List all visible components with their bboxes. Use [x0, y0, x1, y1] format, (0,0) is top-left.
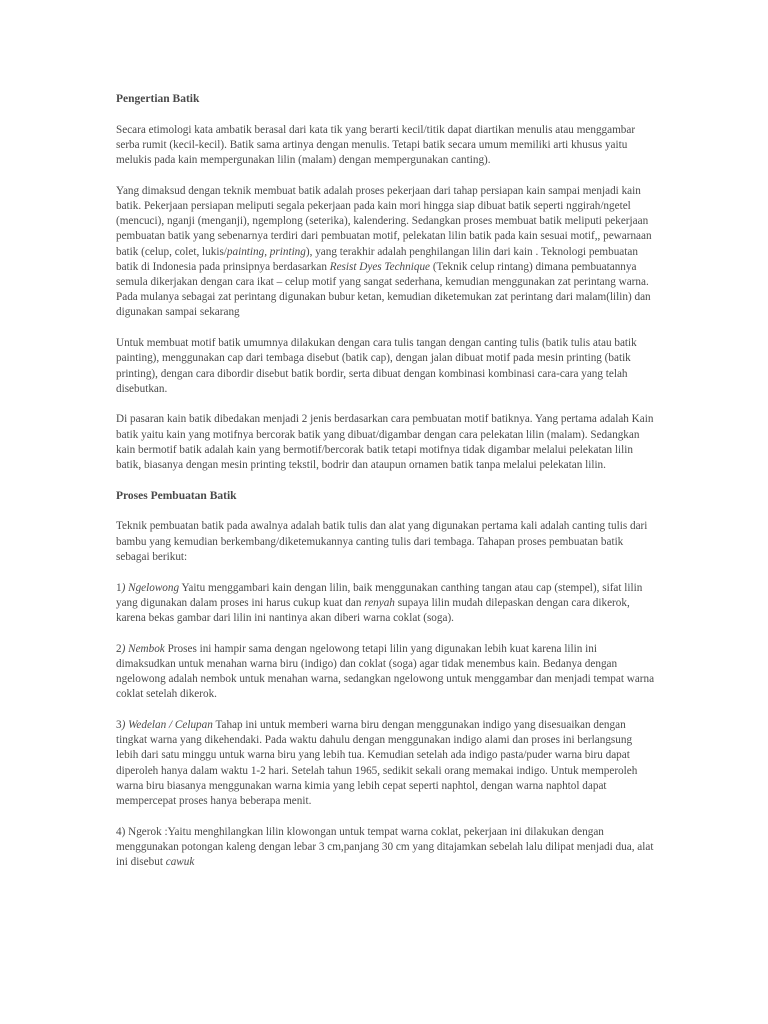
- paragraph-teknik: [116, 184, 656, 321]
- step-text: Tahap ini untuk memberi warna biru dengan menggunakan indigo yang disesuaikan dengan tingkat warna yang dikehendaki. Pada waktu dahulu dengan menggunakan indigo alami dan proses ini berlangsung lebih dari satu minggu untuk warna biru yang lebih tua. Kemudian setelah ada indigo pasta/puder warna biru dapat diperoleh hanya dalam waktu 1-2 hari. Setelah tahun 1965, sedikit sekali orang memakai indigo. Untuk memperoleh warna biru biasanya menggunakan warna kimia yang lebih cepat seperti naphtol, dengan warna naphtol dapat mempercepat proses hanya beberapa menit.: [116, 719, 638, 808]
- paragraph-teknik-part2: ), yang terakhir adalah penghilangan lilin dari kain . Teknologi pembuatan batik di Indonesia pada prinsipnya berdasarkan: [116, 245, 638, 273]
- paragraph-etimologi: Secara etimologi kata ambatik berasal dari kata tik yang berarti kecil/titik dapat diartikan menulis atau menggambar serba rumit (kecil-kecil). Batik sama artinya dengan menulis. Tetapi batik secara umum memiliki arti khusus yaitu melukis pada kain mempergunakan lilin (malam) dengan mempergunakan canting).: [116, 123, 636, 167]
- step-3: [116, 718, 656, 809]
- paragraph-motif: Untuk membuat motif batik umumnya dilakukan dengan cara tulis tangan dengan canting tulis (batik tulis atau batik painting), menggunakan cap dari tembaga disebut (batik cap), dengan jalan dibuat motif pada mesin printing (batik printing), dengan cara dibordir disebut batik bordir, serta dibuat dengan kombinasi kombinasi cara-cara yang telah disebutkan.: [116, 337, 637, 395]
- step-term: ) Nembok: [121, 642, 165, 655]
- step-text: ) Ngerok :Yaitu menghilangkan lilin klowongan untuk tempat warna coklat, pekerjaan ini dilakukan dengan menggunakan potongan kaleng dengan lebar 3 cm,panjang 30 cm yang ditajamkan sebelah lalu dilipat menjadi dua, alat ini disebut: [116, 825, 654, 869]
- step-text-end: supaya lilin mudah dilepaskan dengan cara dikerok, karena bekas gambar dari lilin ini nantinya akan diberi warna coklat (soga).: [116, 596, 630, 624]
- paragraph-pasaran: Di pasaran kain batik dibedakan menjadi 2 jenis berdasarkan cara pembuatan motif batiknya. Yang pertama adalah Kain batik yaitu kain yang motifnya bercorak batik yang dibuat/digambar dengan cara pelekatan lilin (malam). Sedangkan kain bermotif batik adalah kain yang bermotif/bercorak batik tetapi motifnya tidak digambar melalui pelekatan lilin batik, biasanya dengan mesin printing tekstil, bodrir dan ataupun ornamen batik tanpa melalui pelekatan lilin.: [116, 413, 654, 472]
- italic-painting-printing: painting, printing: [226, 245, 306, 258]
- step-text: Proses ini hampir sama dengan ngelowong tetapi lilin yang digunakan lebih kuat karena lilin ini dimaksudkan untuk menahan warna biru (indigo) dan coklat (soga) agar tidak menembus kain. Bedanya dengan ngelowong adalah nembok untuk menahan warna, sedangkan ngelowong untuk menggambar dan menjadi tempat warna coklat setelah dikerok.: [116, 642, 655, 701]
- step-2: [116, 642, 656, 703]
- italic-resist-dyes: Resist Dyes Technique: [329, 260, 431, 273]
- document-body: [116, 92, 656, 870]
- step-1: [116, 581, 656, 627]
- step-number: 4: [116, 825, 122, 838]
- paragraph-teknik-part3: (Teknik celup rintang) dimana pembuatannya semula dikerjakan dengan cara ikat – celup motif yang sangat sederhana, kemudian menggunakan zat perintang warna. Pada mulanya sebagai zat perintang digunakan bubur ketan, kemudian diketemukan zat perintang dari malam(lilin) dan digunakan sampai sekarang: [116, 260, 651, 319]
- step-number: 1: [116, 581, 122, 594]
- step-term-inline: cawuk: [165, 856, 195, 869]
- section-heading-proses: Proses Pembuatan Batik: [116, 489, 237, 502]
- section-heading-pengertian: Pengertian Batik: [116, 93, 200, 105]
- paragraph-teknik-part1: Yang dimaksud dengan teknik membuat batik adalah proses pekerjaan dari tahap persiapan kain sampai menjadi kain batik. Pekerjaan persiapan meliputi segala pekerjaan pada kain mori hingga siap dibuat batik seperti nggirah/ngetel (mencuci), nganji (menganji), ngemplong (seterika), kalendering. Sedangkan proses membuat batik meliputi pekerjaan pembuatan batik yang sebenarnya terdiri dari pembuatan motif, pelekatan lilin batik pada kain sesuai motif,, pewarnaan batik (celup, colet, lukis/: [116, 184, 652, 258]
- step-text: Yaitu menggambari kain dengan lilin, baik menggunakan canthing tangan atau cap (stempel), sifat lilin yang digunakan dalam proses ini harus cukup kuat dan: [116, 581, 643, 609]
- step-number: 2: [116, 642, 122, 655]
- paragraph-teknik-pembuatan: Teknik pembuatan batik pada awalnya adalah batik tulis dan alat yang digunakan pertama kali adalah canting tulis dari bambu yang kemudian berkembang/diketemukannya canting tulis dari tembaga. Tahapan proses pembuatan batik sebagai berikut:: [116, 520, 648, 563]
- step-term-inline: renyah: [364, 596, 395, 609]
- step-number: 3: [116, 719, 122, 731]
- step-4: [116, 825, 656, 871]
- step-term: ) Ngelowong: [121, 581, 180, 594]
- step-term: ) Wedelan / Celupan: [121, 719, 213, 731]
